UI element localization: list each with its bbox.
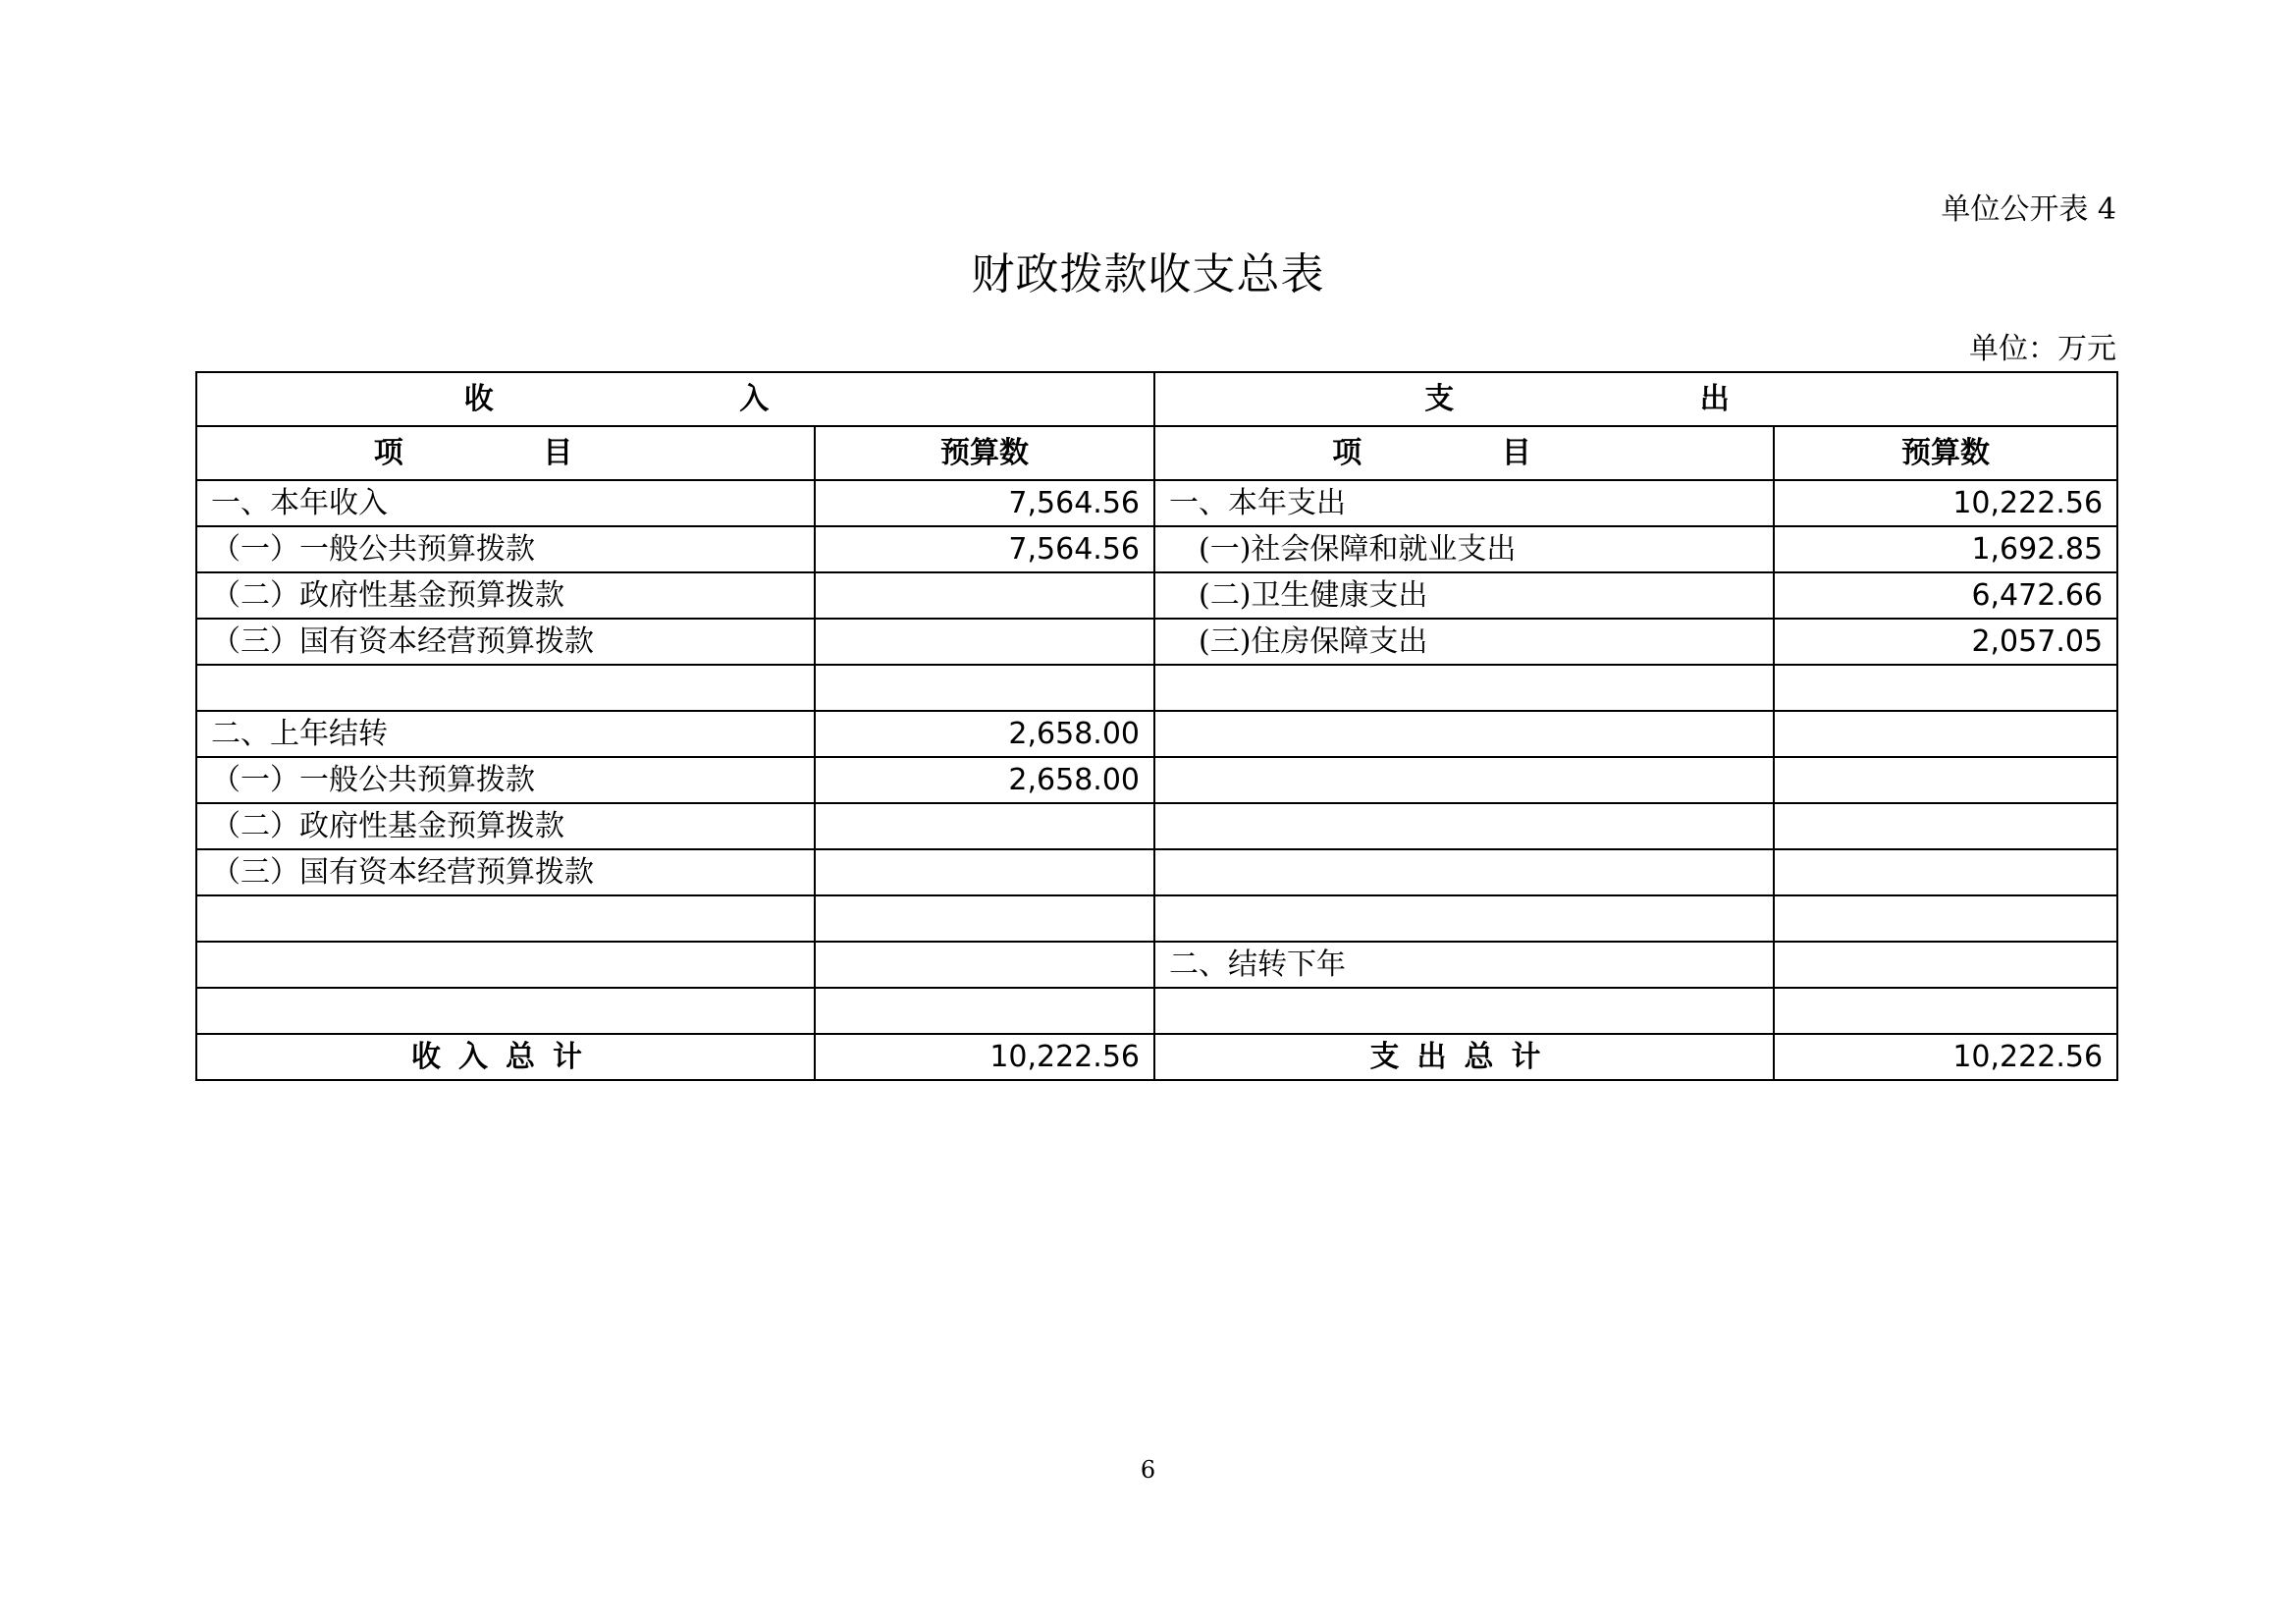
expense-budget-header: 预算数	[1774, 426, 2117, 480]
expense-value-cell: 2,057.05	[1774, 619, 2117, 665]
expense-item-cell	[1154, 895, 1774, 942]
income-total-label: 收入总计	[196, 1034, 815, 1080]
income-item-header: 项 目	[196, 426, 815, 480]
table-row	[196, 757, 2117, 803]
table-row	[196, 988, 2117, 1034]
expense-value-cell	[1774, 942, 2117, 988]
expense-item-cell	[1154, 988, 1774, 1034]
column-header-row	[196, 426, 2117, 480]
expense-value-cell: 10,222.56	[1774, 480, 2117, 526]
expense-item-cell	[1154, 757, 1774, 803]
income-item-cell: （二）政府性基金预算拨款	[196, 803, 815, 849]
income-value-cell	[815, 803, 1154, 849]
expense-value-cell: 1,692.85	[1774, 526, 2117, 572]
expense-value-cell	[1774, 895, 2117, 942]
expense-item-cell: 二、结转下年	[1154, 942, 1774, 988]
income-budget-header: 预算数	[815, 426, 1154, 480]
income-value-cell	[815, 619, 1154, 665]
group-header-row	[196, 372, 2117, 426]
expense-item-cell: 一、本年支出	[1154, 480, 1774, 526]
income-item-cell: （三）国有资本经营预算拨款	[196, 849, 815, 895]
expense-item-cell	[1154, 803, 1774, 849]
table-row	[196, 572, 2117, 619]
income-value-cell	[815, 895, 1154, 942]
expense-item-cell: (二)卫生健康支出	[1154, 572, 1774, 619]
page-title: 财政拨款收支总表	[971, 249, 1325, 299]
income-total-value: 10,222.56	[815, 1034, 1154, 1080]
income-item-cell: （一）一般公共预算拨款	[196, 526, 815, 572]
income-value-cell: 2,658.00	[815, 711, 1154, 757]
table-row	[196, 895, 2117, 942]
table-row	[196, 711, 2117, 757]
expense-value-cell	[1774, 757, 2117, 803]
table-row	[196, 619, 2117, 665]
table-row	[196, 480, 2117, 526]
expense-value-cell	[1774, 711, 2117, 757]
income-item-cell: 二、上年结转	[196, 711, 815, 757]
expense-value-cell	[1774, 803, 2117, 849]
income-item-cell	[196, 942, 815, 988]
expense-total-value: 10,222.56	[1774, 1034, 2117, 1080]
income-item-cell: （二）政府性基金预算拨款	[196, 572, 815, 619]
expense-item-header: 项 目	[1154, 426, 1774, 480]
expense-value-cell	[1774, 665, 2117, 711]
income-value-cell	[815, 572, 1154, 619]
unit-label: 单位：万元	[1969, 332, 2116, 366]
income-value-cell: 2,658.00	[815, 757, 1154, 803]
budget-table	[195, 371, 2118, 1081]
income-item-cell: （一）一般公共预算拨款	[196, 757, 815, 803]
income-value-cell: 7,564.56	[815, 480, 1154, 526]
income-item-cell: 一、本年收入	[196, 480, 815, 526]
expense-group-header: 支 出	[1154, 372, 2117, 426]
expense-item-cell: (一)社会保障和就业支出	[1154, 526, 1774, 572]
page-number: 6	[1140, 1456, 1156, 1484]
expense-total-label: 支出总计	[1154, 1034, 1774, 1080]
income-value-cell: 7,564.56	[815, 526, 1154, 572]
income-value-cell	[815, 849, 1154, 895]
expense-item-cell	[1154, 665, 1774, 711]
income-value-cell	[815, 665, 1154, 711]
table-row	[196, 849, 2117, 895]
expense-value-cell	[1774, 988, 2117, 1034]
income-value-cell	[815, 988, 1154, 1034]
table-row	[196, 942, 2117, 988]
table-row	[196, 526, 2117, 572]
income-group-header: 收 入	[196, 372, 1154, 426]
income-item-cell: （三）国有资本经营预算拨款	[196, 619, 815, 665]
income-item-cell	[196, 895, 815, 942]
expense-item-cell	[1154, 849, 1774, 895]
income-item-cell	[196, 988, 815, 1034]
totals-row	[196, 1034, 2117, 1080]
expense-item-cell	[1154, 711, 1774, 757]
income-value-cell	[815, 942, 1154, 988]
table-row	[196, 803, 2117, 849]
form-id-label: 单位公开表 4	[1941, 192, 2116, 227]
table-row	[196, 665, 2117, 711]
expense-value-cell	[1774, 849, 2117, 895]
expense-item-cell: (三)住房保障支出	[1154, 619, 1774, 665]
income-item-cell	[196, 665, 815, 711]
expense-value-cell: 6,472.66	[1774, 572, 2117, 619]
